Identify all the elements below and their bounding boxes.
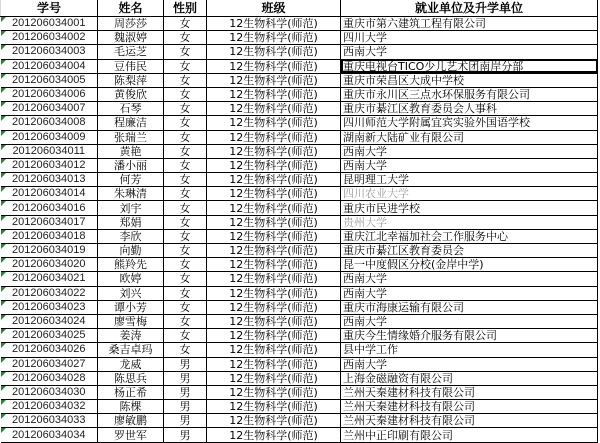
table-row [1,17,598,31]
gender-cell[interactable]: 女 [164,17,207,31]
employment-unit-cell[interactable]: 西南大学 [341,144,598,158]
name-cell[interactable]: 黄艳 [98,144,164,158]
class-cell[interactable]: 12生物科学(师范) [207,73,341,87]
name-cell[interactable]: 罗世军 [98,428,164,442]
gender-cell[interactable]: 女 [164,144,207,158]
table-row [1,59,598,73]
gender-cell[interactable]: 女 [164,272,207,286]
employment-unit-cell[interactable]: 湖南新大陆矿业有限公司 [341,130,598,144]
employment-unit-cell[interactable]: 西南大学 [341,314,598,328]
student-id-cell[interactable]: 201206034008 [1,116,98,130]
gender-cell[interactable]: 女 [164,343,207,357]
gender-cell[interactable]: 女 [164,45,207,59]
student-id-cell[interactable]: 201206034013 [1,173,98,187]
gender-cell[interactable]: 女 [164,158,207,172]
table-row [1,130,598,144]
employment-unit-cell[interactable]: 重庆市荣昌区大成中学校 [341,73,598,87]
student-id-cell[interactable]: 201206034028 [1,371,98,385]
employment-unit-cell[interactable]: 重庆市第六建筑工程有限公司 [341,17,598,31]
employment-unit-cell[interactable]: 贵州大学 [341,215,598,229]
student-id-cell[interactable]: 201206034025 [1,329,98,343]
name-cell[interactable]: 豆伟民 [98,59,164,73]
employment-unit-cell[interactable]: 重庆市綦江区教育委员会 [341,244,598,258]
name-cell[interactable]: 谭小芳 [98,300,164,314]
name-cell[interactable]: 张瑞兰 [98,130,164,144]
employment-unit-cell[interactable]: 昆明理工大学 [341,173,598,187]
class-cell[interactable]: 12生物科学(师范) [207,31,341,45]
class-cell[interactable]: 12生物科学(师范) [207,371,341,385]
name-cell[interactable]: 李欣 [98,229,164,243]
class-cell[interactable]: 12生物科学(师范) [207,116,341,130]
class-cell[interactable]: 12生物科学(师范) [207,130,341,144]
student-id-cell[interactable]: 201206034004 [1,59,98,73]
gender-cell[interactable]: 女 [164,173,207,187]
table-row [1,314,598,328]
student-id-cell[interactable]: 201206034030 [1,385,98,399]
student-id-cell[interactable]: 201206034003 [1,45,98,59]
table-row [1,258,598,272]
class-cell[interactable]: 12生物科学(师范) [207,187,341,201]
table-row [1,73,598,87]
student-id-cell[interactable]: 201206034006 [1,87,98,101]
name-cell[interactable]: 廖雪梅 [98,314,164,328]
employment-unit-cell[interactable]: 重庆江北幸福加社会工作服务中心 [341,229,598,243]
table-row [1,400,598,414]
name-cell[interactable]: 程廉洁 [98,116,164,130]
gender-cell[interactable]: 女 [164,102,207,116]
gender-cell[interactable]: 女 [164,73,207,87]
student-id-cell[interactable]: 201206034019 [1,244,98,258]
employment-unit-cell[interactable]: 昆一中度假区分校(金岸中学) [341,258,598,272]
name-cell[interactable]: 郑娟 [98,215,164,229]
table-row [1,45,598,59]
student-id-cell[interactable]: 201206034012 [1,158,98,172]
gender-cell[interactable]: 男 [164,357,207,371]
gender-cell[interactable]: 女 [164,314,207,328]
employment-unit-cell[interactable]: 西南大学 [341,272,598,286]
name-cell[interactable]: 毛运芝 [98,45,164,59]
student-id-cell[interactable]: 201206034016 [1,201,98,215]
employment-unit-cell[interactable]: 四川师范大学附属宜宾实验外国语学校 [341,116,598,130]
gender-cell[interactable]: 女 [164,286,207,300]
employment-unit-cell[interactable]: 兰州中正印刷有限公司 [341,428,598,442]
table-row [1,173,598,187]
name-cell[interactable]: 欧婷 [98,272,164,286]
employment-unit-cell[interactable]: 西南大学 [341,286,598,300]
table-row [1,329,598,343]
table-row [1,116,598,130]
student-id-cell[interactable]: 201206034032 [1,400,98,414]
table-row [1,414,598,428]
employment-unit-cell[interactable]: 西南大学 [341,158,598,172]
class-cell[interactable]: 12生物科学(师范) [207,357,341,371]
class-cell[interactable]: 12生物科学(师范) [207,272,341,286]
class-cell[interactable]: 12生物科学(师范) [207,201,341,215]
name-cell[interactable]: 陈棵 [98,400,164,414]
student-id-cell[interactable]: 201206034014 [1,187,98,201]
table-row [1,215,598,229]
employment-unit-cell[interactable]: 重庆市海康运输有限公司 [341,300,598,314]
table-row [1,229,598,243]
class-cell[interactable]: 12生物科学(师范) [207,244,341,258]
table-row [1,343,598,357]
employment-unit-cell[interactable]: 县中学工作 [341,343,598,357]
class-cell[interactable]: 12生物科学(师范) [207,59,341,73]
gender-cell[interactable]: 男 [164,414,207,428]
student-id-cell[interactable]: 201206034023 [1,300,98,314]
gender-cell[interactable]: 女 [164,258,207,272]
class-cell[interactable]: 12生物科学(师范) [207,400,341,414]
name-cell[interactable]: 刘兴 [98,286,164,300]
gender-cell[interactable]: 女 [164,329,207,343]
employment-unit-cell[interactable]: 重庆今生情缘婚介服务有限公司 [341,329,598,343]
class-cell[interactable]: 12生物科学(师范) [207,300,341,314]
name-cell[interactable]: 黄俊欣 [98,87,164,101]
header-gender[interactable]: 性别 [164,0,207,17]
class-cell[interactable]: 12生物科学(师范) [207,17,341,31]
student-id-cell[interactable]: 201206034009 [1,130,98,144]
class-cell[interactable]: 12生物科学(师范) [207,87,341,101]
table-row [1,187,598,201]
employment-unit-cell[interactable]: 兰州天秦建材科技有限公司 [341,400,598,414]
name-cell[interactable]: 石琴 [98,102,164,116]
gender-cell[interactable]: 男 [164,428,207,442]
class-cell[interactable]: 12生物科学(师范) [207,102,341,116]
table-row [1,102,598,116]
table-row [1,158,598,172]
table-row [1,144,598,158]
name-cell[interactable]: 周莎莎 [98,17,164,31]
employment-unit-cell[interactable]: 西南大学 [341,357,598,371]
employment-unit-cell[interactable]: 四川大学 [341,31,598,45]
name-cell[interactable]: 何芳 [98,173,164,187]
class-cell[interactable]: 12生物科学(师范) [207,329,341,343]
gender-cell[interactable]: 女 [164,130,207,144]
gender-cell[interactable]: 女 [164,215,207,229]
header-name[interactable]: 姓名 [98,0,164,17]
gender-cell[interactable]: 女 [164,201,207,215]
class-cell[interactable]: 12生物科学(师范) [207,428,341,442]
class-cell[interactable]: 12生物科学(师范) [207,314,341,328]
class-cell[interactable]: 12生物科学(师范) [207,173,341,187]
student-id-cell[interactable]: 201206034001 [1,17,98,31]
student-id-cell[interactable]: 201206034027 [1,357,98,371]
employment-unit-cell[interactable]: 兰州天秦建材科技有限公司 [341,385,598,399]
table-row [1,286,598,300]
header-employment-unit[interactable]: 就业单位及升学单位 [341,0,598,17]
employment-unit-cell[interactable]: 重庆市永川区三点水环保服务有限公司 [341,87,598,101]
table-row [1,87,598,101]
header-student-id[interactable]: 学号 [1,0,98,17]
student-id-cell[interactable]: 201206034011 [1,144,98,158]
student-id-cell[interactable]: 201206034024 [1,314,98,328]
header-class[interactable]: 班级 [207,0,341,17]
gender-cell[interactable]: 女 [164,87,207,101]
class-cell[interactable]: 12生物科学(师范) [207,385,341,399]
table-row [1,371,598,385]
student-id-cell[interactable]: 201206034033 [1,414,98,428]
student-id-cell[interactable]: 201206034005 [1,73,98,87]
student-id-cell[interactable]: 201206034034 [1,428,98,442]
employment-unit-cell[interactable]: 兰州天秦建材科技有限公司 [341,414,598,428]
employment-unit-cell[interactable]: 西南大学 [341,45,598,59]
name-cell[interactable]: 潘小丽 [98,158,164,172]
gender-cell[interactable]: 女 [164,116,207,130]
name-cell[interactable]: 姜涛 [98,329,164,343]
name-cell[interactable]: 廖敏鹏 [98,414,164,428]
student-id-cell[interactable]: 201206034022 [1,286,98,300]
student-id-cell[interactable]: 201206034026 [1,343,98,357]
gender-cell[interactable]: 男 [164,371,207,385]
name-cell[interactable]: 向勤 [98,244,164,258]
name-cell[interactable]: 刘宇 [98,201,164,215]
student-id-cell[interactable]: 201206034007 [1,102,98,116]
table-row [1,31,598,45]
class-cell[interactable]: 12生物科学(师范) [207,343,341,357]
student-id-cell[interactable]: 201206034020 [1,258,98,272]
gender-cell[interactable]: 女 [164,300,207,314]
employment-unit-cell[interactable]: 上海金磁融资有限公司 [341,371,598,385]
name-cell[interactable]: 熊羚先 [98,258,164,272]
name-cell[interactable]: 魏淑婷 [98,31,164,45]
table-row [1,428,598,442]
employment-unit-cell[interactable]: 重庆市民进学校 [341,201,598,215]
student-id-cell[interactable]: 201206034017 [1,215,98,229]
class-cell[interactable]: 12生物科学(师范) [207,414,341,428]
employment-unit-cell[interactable]: 重庆市綦江区教育委员会人事科 [341,102,598,116]
class-cell[interactable]: 12生物科学(师范) [207,215,341,229]
table-row [1,244,598,258]
name-cell[interactable]: 杨正希 [98,385,164,399]
table-row [1,300,598,314]
table-row [1,385,598,399]
name-cell[interactable]: 龙威 [98,357,164,371]
student-id-cell[interactable]: 201206034002 [1,31,98,45]
class-cell[interactable]: 12生物科学(师范) [207,144,341,158]
name-cell[interactable]: 朱琳清 [98,187,164,201]
employment-unit-cell[interactable]: 重庆电视台TICO少儿艺术团南岸分部 [341,59,598,73]
class-cell[interactable]: 12生物科学(师范) [207,229,341,243]
table-row [1,201,598,215]
gender-cell[interactable]: 男 [164,400,207,414]
student-id-cell[interactable]: 201206034021 [1,272,98,286]
class-cell[interactable]: 12生物科学(师范) [207,286,341,300]
name-cell[interactable]: 桑吉卓玛 [98,343,164,357]
student-id-cell[interactable]: 201206034018 [1,229,98,243]
employment-unit-cell[interactable]: 四川农业大学 [341,187,598,201]
gender-cell[interactable]: 女 [164,31,207,45]
name-cell[interactable]: 陈思兵 [98,371,164,385]
class-cell[interactable]: 12生物科学(师范) [207,158,341,172]
class-cell[interactable]: 12生物科学(师范) [207,45,341,59]
gender-cell[interactable]: 女 [164,187,207,201]
table-row [1,272,598,286]
gender-cell[interactable]: 女 [164,59,207,73]
table-row [1,357,598,371]
name-cell[interactable]: 陈梨萍 [98,73,164,87]
gender-cell[interactable]: 男 [164,385,207,399]
class-cell[interactable]: 12生物科学(师范) [207,258,341,272]
gender-cell[interactable]: 女 [164,229,207,243]
header-row [1,0,598,17]
gender-cell[interactable]: 女 [164,244,207,258]
